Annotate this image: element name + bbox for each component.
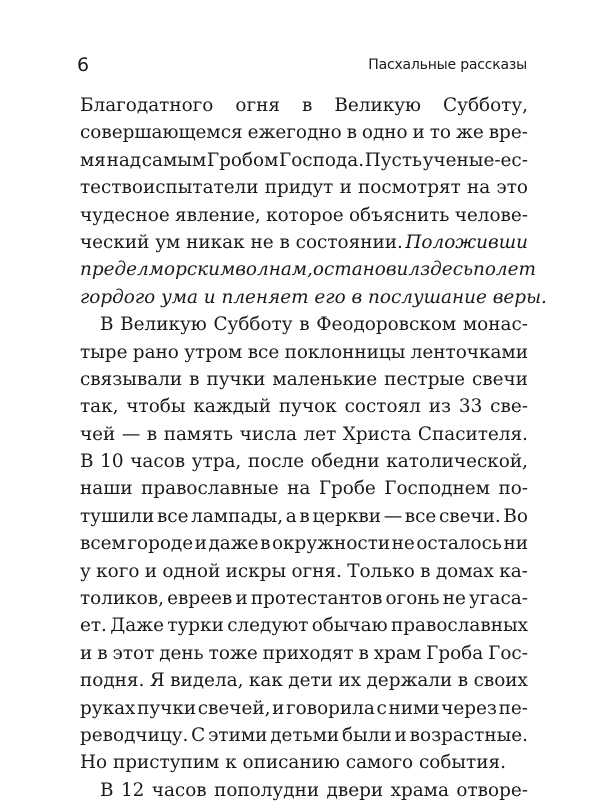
- text-line: [80, 722, 528, 749]
- word: ними: [388, 697, 440, 719]
- text-line: [80, 147, 528, 174]
- word: своих: [473, 670, 528, 692]
- word: угаса-: [469, 588, 528, 610]
- word: окружности: [271, 533, 391, 555]
- text-line: [80, 475, 528, 502]
- word: Гроба: [426, 642, 484, 664]
- word: Великую: [120, 314, 207, 336]
- word: тыре: [80, 341, 128, 363]
- word: вре-: [488, 122, 528, 144]
- word: часов: [130, 451, 186, 473]
- word: дети: [288, 670, 333, 692]
- text-line: [80, 393, 528, 420]
- word: полет: [473, 259, 536, 281]
- word: Благодатного: [80, 95, 214, 116]
- word: Только: [347, 560, 415, 582]
- word: Господнем: [384, 478, 490, 500]
- word: явление,: [175, 204, 261, 226]
- word: —: [121, 423, 141, 445]
- word: состоял: [344, 396, 421, 418]
- text-line: [80, 421, 528, 448]
- word: приходят: [262, 642, 354, 664]
- word: объяснить: [348, 204, 450, 226]
- word: числа: [239, 423, 297, 445]
- word: подня.: [80, 670, 145, 692]
- word: католической,: [386, 451, 528, 473]
- word: все: [156, 505, 189, 527]
- word: пучки: [137, 697, 197, 719]
- word: ленточками: [410, 341, 528, 363]
- word: Даже: [110, 615, 164, 637]
- word: ка-: [499, 560, 528, 582]
- word: все: [247, 341, 280, 363]
- word: монас-: [462, 314, 528, 336]
- word: и: [194, 533, 207, 555]
- word: Субботу,: [443, 95, 528, 116]
- word: придут: [264, 177, 334, 199]
- word: Пусть: [364, 149, 423, 171]
- word: наши: [80, 478, 133, 500]
- word: и: [272, 697, 285, 719]
- text-line: [80, 530, 528, 557]
- text-line: [80, 558, 528, 585]
- word: из: [428, 396, 451, 418]
- word: тоже: [208, 642, 258, 664]
- body-text: [80, 92, 547, 804]
- word: и: [144, 560, 158, 582]
- word: православные: [141, 478, 279, 500]
- text-line: [80, 777, 528, 804]
- word: рано: [132, 341, 179, 363]
- word: —: [383, 505, 403, 527]
- word: 33: [458, 396, 483, 418]
- word: этот: [112, 642, 155, 664]
- word: лет: [303, 423, 337, 445]
- text-fragment-italic: Положивши: [405, 231, 528, 253]
- word: двери: [326, 779, 384, 801]
- word: толиков,: [80, 588, 164, 610]
- word: в: [299, 505, 310, 527]
- word: 10: [100, 451, 124, 473]
- word: и: [339, 177, 352, 199]
- word: в: [189, 368, 200, 390]
- word: пополудни: [214, 779, 320, 801]
- word: Во: [503, 505, 528, 527]
- word: утра,: [191, 451, 242, 473]
- word: Христа: [342, 423, 412, 445]
- word: челове-: [454, 204, 528, 226]
- text-line: [80, 119, 528, 146]
- word: над: [106, 149, 142, 171]
- word: после: [247, 451, 305, 473]
- word: чей: [80, 423, 116, 445]
- text-line: [80, 585, 528, 612]
- word: огонь: [385, 588, 440, 610]
- word: как: [248, 670, 283, 692]
- word: обедни: [310, 451, 380, 473]
- word: мя: [80, 149, 106, 171]
- word: городе: [127, 533, 194, 555]
- page-number: 6: [77, 54, 90, 76]
- word: по-: [498, 478, 528, 500]
- word: протестантов: [250, 588, 383, 610]
- word: Гос-: [488, 642, 528, 664]
- word: лампады,: [191, 505, 284, 527]
- text-line: [80, 612, 528, 639]
- word: тушили: [80, 505, 155, 527]
- word: осталось: [416, 533, 502, 555]
- text-line: [80, 503, 528, 530]
- word: день: [159, 642, 204, 664]
- text-line-italic: гордого ума и пленяет его в послушание веры.: [80, 286, 547, 308]
- word: православных: [391, 615, 528, 637]
- word: морским: [148, 259, 236, 281]
- word: Великую: [334, 95, 422, 116]
- word: храм: [373, 642, 422, 664]
- text-line: [80, 366, 528, 393]
- text-line: [80, 174, 528, 201]
- word: были: [342, 724, 392, 746]
- word: тествоиспытатели: [80, 177, 259, 199]
- word: же: [455, 122, 484, 144]
- text-line: [80, 311, 528, 338]
- word: через: [441, 697, 497, 719]
- word: реводчицу.: [80, 724, 189, 746]
- word: Спасителя.: [417, 423, 528, 445]
- word: в: [346, 122, 357, 144]
- word: самым: [141, 149, 207, 171]
- word: обычаю: [311, 615, 388, 637]
- word: следуют: [227, 615, 309, 637]
- word: маленькие: [272, 368, 378, 390]
- word: в: [299, 314, 310, 336]
- word: в: [420, 560, 431, 582]
- word: ежегодно: [247, 122, 342, 144]
- word: это: [496, 177, 528, 199]
- word: све-: [490, 396, 528, 418]
- word: турки: [167, 615, 224, 637]
- word: домах: [435, 560, 494, 582]
- word: огня.: [291, 560, 342, 582]
- text-line: [80, 695, 528, 722]
- word: остановил: [312, 259, 421, 281]
- word: огня: [235, 95, 280, 116]
- word: с: [376, 697, 387, 719]
- text-line: [80, 202, 528, 229]
- word: Феодоровском: [316, 314, 457, 336]
- word: евреев: [167, 588, 233, 610]
- word: В: [100, 314, 114, 336]
- word: и: [412, 122, 425, 144]
- word: и: [235, 588, 248, 610]
- word: все: [404, 505, 437, 527]
- word: Господа.: [279, 149, 365, 171]
- word: держали: [366, 670, 453, 692]
- word: память: [163, 423, 234, 445]
- word: свечи: [471, 368, 528, 390]
- word: С: [191, 724, 206, 746]
- text-line-italic: [80, 256, 536, 283]
- word: отворе-: [456, 779, 528, 801]
- text-line: Но приступим к описанию самого события.: [80, 752, 506, 774]
- word: не: [442, 588, 466, 610]
- running-head: Пасхальные рассказы: [368, 57, 527, 73]
- word: которое: [266, 204, 344, 226]
- text-line: [80, 448, 528, 475]
- word: Я: [149, 670, 165, 692]
- word: посмотрят: [358, 177, 461, 199]
- word: церкви: [312, 505, 382, 527]
- word: свечи.: [438, 505, 501, 527]
- word: чудесное: [80, 204, 170, 226]
- word: и: [394, 724, 407, 746]
- word: часов: [151, 779, 207, 801]
- word: то: [429, 122, 451, 144]
- text-line-mixed: [80, 229, 528, 256]
- text-line: [80, 667, 528, 694]
- word: храма: [390, 779, 449, 801]
- word: в: [301, 95, 313, 116]
- word: возрастные.: [409, 724, 528, 746]
- word: Гробе: [318, 478, 376, 500]
- word: в: [260, 533, 271, 555]
- word: связывали: [80, 368, 183, 390]
- word: Субботу: [213, 314, 293, 336]
- word: В: [100, 779, 114, 801]
- text-fragment: ческий ум никак не в состоянии.: [80, 231, 403, 253]
- word: их: [338, 670, 362, 692]
- word: этими: [208, 724, 268, 746]
- word: руках: [80, 697, 136, 719]
- text-line: [80, 92, 528, 119]
- word: в: [457, 670, 469, 692]
- word: даже: [208, 533, 259, 555]
- text-line: [80, 339, 528, 366]
- word: и: [80, 642, 93, 664]
- text-line: [80, 640, 528, 667]
- word: одно: [361, 122, 408, 144]
- word: поклонницы: [284, 341, 406, 363]
- word: у: [80, 560, 91, 582]
- word: кого: [96, 560, 140, 582]
- word: утром: [184, 341, 243, 363]
- word: не: [391, 533, 415, 555]
- word: видела,: [170, 670, 244, 692]
- word: в: [146, 423, 158, 445]
- word: говорила: [286, 697, 375, 719]
- word: так,: [80, 396, 119, 418]
- word: предел: [80, 259, 149, 281]
- word: каждый: [193, 396, 271, 418]
- word: пе-: [498, 697, 528, 719]
- word: свечей,: [197, 697, 271, 719]
- word: искры: [225, 560, 287, 582]
- word: 12: [120, 779, 145, 801]
- word: а: [285, 505, 297, 527]
- word: всем: [80, 533, 126, 555]
- word: на: [466, 177, 491, 199]
- word: ученые-ес-: [422, 149, 528, 171]
- word: пучок: [278, 396, 337, 418]
- word: пучки: [206, 368, 266, 390]
- word: В: [80, 451, 94, 473]
- word: совершающемся: [80, 122, 243, 144]
- word: Гробом: [206, 149, 279, 171]
- word: пестрые: [384, 368, 466, 390]
- word: на: [287, 478, 311, 500]
- word: детьми: [270, 724, 340, 746]
- word: ет.: [80, 615, 107, 637]
- word: волнам,: [235, 259, 313, 281]
- word: в: [97, 642, 108, 664]
- word: в: [358, 642, 369, 664]
- word: одной: [162, 560, 221, 582]
- word: здесь: [420, 259, 474, 281]
- word: чтобы: [126, 396, 186, 418]
- word: ни: [503, 533, 528, 555]
